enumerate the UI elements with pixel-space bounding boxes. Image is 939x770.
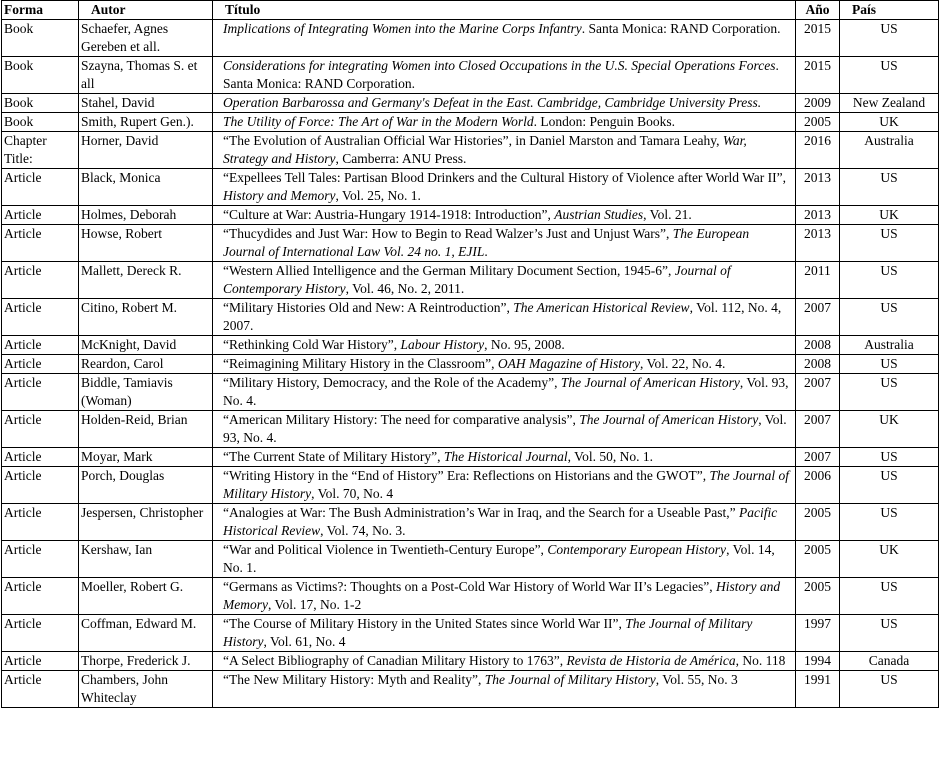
- title-prefix: “The Evolution of Australian Official War Histories”, in Daniel Marston and Tamara Leahy,: [223, 133, 723, 148]
- cell-pais: US: [840, 615, 939, 652]
- title-prefix: “Military History, Democracy, and the Role of the Academy”,: [223, 375, 561, 390]
- cell-forma: Article: [2, 374, 79, 411]
- title-prefix: “Germans as Victims?: Thoughts on a Post-Cold War History of World War II’s Legacies”,: [223, 579, 716, 594]
- cell-anio: 2013: [796, 169, 840, 206]
- title-prefix: “Western Allied Intelligence and the German Military Document Section, 1945-6”,: [223, 263, 675, 278]
- cell-autor: Howse, Robert: [79, 225, 213, 262]
- title-suffix: , Vol. 14, No. 1.: [223, 542, 775, 575]
- title-prefix: “Military Histories Old and New: A Reintroduction”,: [223, 300, 514, 315]
- cell-autor: Chambers, John Whiteclay: [79, 671, 213, 708]
- cell-anio: 2005: [796, 113, 840, 132]
- cell-forma: Article: [2, 299, 79, 336]
- cell-anio: 2011: [796, 262, 840, 299]
- title-suffix: , Vol. 93, No. 4.: [223, 412, 787, 445]
- table-row: [2, 541, 939, 578]
- cell-titulo: [213, 671, 796, 708]
- cell-pais: US: [840, 20, 939, 57]
- cell-titulo: [213, 374, 796, 411]
- title-suffix: , Vol. 46, No. 2, 2011.: [345, 281, 465, 296]
- title-italic: Labour History: [400, 337, 485, 352]
- cell-autor: Horner, David: [79, 132, 213, 169]
- cell-forma: Article: [2, 467, 79, 504]
- cell-forma: Article: [2, 169, 79, 206]
- cell-titulo: [213, 206, 796, 225]
- title-italic: Operation Barbarossa and Germany's Defeat in the East. Cambridge, Cambridge University Press.: [223, 95, 762, 110]
- title-suffix: , Vol. 93, No. 4.: [223, 375, 789, 408]
- cell-titulo: [213, 336, 796, 355]
- cell-titulo: [213, 504, 796, 541]
- title-prefix: “The Current State of Military History”,: [223, 449, 444, 464]
- title-suffix: , Camberra: ANU Press.: [335, 151, 467, 166]
- cell-forma: Article: [2, 671, 79, 708]
- title-suffix: , Vol. 17, No. 1-2: [267, 597, 362, 612]
- cell-anio: 2015: [796, 20, 840, 57]
- title-prefix: “Thucydides and Just War: How to Begin to Read Walzer’s Just and Unjust Wars”,: [223, 226, 673, 241]
- table-row: [2, 467, 939, 504]
- cell-pais: US: [840, 262, 939, 299]
- title-prefix: “Culture at War: Austria-Hungary 1914-1918: Introduction”,: [223, 207, 555, 222]
- cell-autor: Black, Monica: [79, 169, 213, 206]
- cell-autor: Kershaw, Ian: [79, 541, 213, 578]
- title-suffix: . London: Penguin Books.: [533, 114, 676, 129]
- cell-forma: Article: [2, 615, 79, 652]
- title-italic: The Journal of American History: [560, 375, 740, 390]
- cell-titulo: [213, 299, 796, 336]
- cell-anio: 2013: [796, 225, 840, 262]
- cell-titulo: [213, 652, 796, 671]
- header-forma: Forma: [2, 1, 79, 20]
- cell-pais: US: [840, 671, 939, 708]
- cell-forma: Article: [2, 652, 79, 671]
- cell-anio: 2005: [796, 541, 840, 578]
- title-suffix: , Vol. 22, No. 4.: [639, 356, 726, 371]
- title-italic: History and Memory: [223, 188, 336, 203]
- cell-autor: Coffman, Edward M.: [79, 615, 213, 652]
- header-autor: Autor: [79, 1, 213, 20]
- table-row: [2, 448, 939, 467]
- cell-forma: Article: [2, 578, 79, 615]
- cell-forma: Article: [2, 225, 79, 262]
- table-row: [2, 20, 939, 57]
- title-suffix: , No. 118: [735, 653, 786, 668]
- cell-pais: Australia: [840, 132, 939, 169]
- cell-forma: Article: [2, 336, 79, 355]
- title-suffix: , Vol. 74, No. 3.: [320, 523, 406, 538]
- cell-pais: Australia: [840, 336, 939, 355]
- cell-forma: Book: [2, 20, 79, 57]
- cell-pais: US: [840, 299, 939, 336]
- cell-autor: McKnight, David: [79, 336, 213, 355]
- title-prefix: “War and Political Violence in Twentieth-Century Europe”,: [223, 542, 548, 557]
- header-pais: País: [840, 1, 939, 20]
- cell-pais: UK: [840, 113, 939, 132]
- cell-titulo: [213, 94, 796, 113]
- cell-pais: US: [840, 57, 939, 94]
- header-row: [2, 1, 939, 20]
- cell-forma: Chapter Title:: [2, 132, 79, 169]
- title-italic: The Journal of Military History: [223, 616, 753, 649]
- table-row: [2, 652, 939, 671]
- cell-autor: Stahel, David: [79, 94, 213, 113]
- cell-anio: 2008: [796, 355, 840, 374]
- table-row: [2, 355, 939, 374]
- cell-autor: Szayna, Thomas S. et all: [79, 57, 213, 94]
- title-suffix: , Vol. 25, No. 1.: [335, 188, 421, 203]
- table-row: [2, 374, 939, 411]
- table-row: [2, 336, 939, 355]
- cell-autor: Porch, Douglas: [79, 467, 213, 504]
- cell-pais: US: [840, 504, 939, 541]
- title-suffix: , Vol. 50, No. 1.: [567, 449, 653, 464]
- cell-autor: Mallett, Dereck R.: [79, 262, 213, 299]
- cell-autor: Holmes, Deborah: [79, 206, 213, 225]
- cell-forma: Article: [2, 206, 79, 225]
- table-row: [2, 504, 939, 541]
- title-suffix: .: [484, 244, 488, 259]
- table-row: [2, 299, 939, 336]
- title-italic: Pacific Historical Review: [223, 505, 778, 538]
- cell-pais: US: [840, 355, 939, 374]
- table-row: [2, 262, 939, 299]
- cell-forma: Article: [2, 355, 79, 374]
- table-row: [2, 132, 939, 169]
- title-italic: History and Memory: [223, 579, 781, 612]
- table-row: [2, 169, 939, 206]
- cell-autor: Schaefer, Agnes Gereben et all.: [79, 20, 213, 57]
- title-italic: The Journal of Military History: [223, 468, 789, 501]
- cell-pais: US: [840, 578, 939, 615]
- title-italic: The European Journal of International Law Vol. 24 no. 1, EJIL: [223, 226, 750, 259]
- cell-pais: US: [840, 374, 939, 411]
- title-suffix: . Santa Monica: RAND Corporation.: [223, 58, 779, 91]
- cell-autor: Thorpe, Frederick J.: [79, 652, 213, 671]
- cell-anio: 2005: [796, 578, 840, 615]
- cell-anio: 2007: [796, 374, 840, 411]
- table-row: [2, 94, 939, 113]
- cell-forma: Book: [2, 113, 79, 132]
- title-suffix: , Vol. 112, No. 4, 2007.: [223, 300, 782, 333]
- title-prefix: “Writing History in the “End of History” Era: Reflections on Historians and the GWOT”,: [223, 468, 710, 483]
- cell-anio: 2015: [796, 57, 840, 94]
- cell-anio: 2008: [796, 336, 840, 355]
- table-row: [2, 671, 939, 708]
- cell-anio: 1997: [796, 615, 840, 652]
- cell-autor: Reardon, Carol: [79, 355, 213, 374]
- title-italic: Journal of Contemporary History: [223, 263, 731, 296]
- title-prefix: “The New Military History: Myth and Reality”,: [223, 672, 485, 687]
- table-row: [2, 411, 939, 448]
- table-row: [2, 113, 939, 132]
- cell-titulo: [213, 615, 796, 652]
- cell-pais: US: [840, 448, 939, 467]
- cell-pais: US: [840, 225, 939, 262]
- cell-pais: UK: [840, 541, 939, 578]
- table-row: [2, 578, 939, 615]
- cell-autor: Moyar, Mark: [79, 448, 213, 467]
- title-suffix: , Vol. 61, No. 4: [263, 634, 346, 649]
- title-italic: The Journal of American History: [579, 412, 759, 427]
- title-suffix: . Santa Monica: RAND Corporation.: [581, 21, 781, 36]
- title-suffix: , Vol. 21.: [643, 207, 692, 222]
- cell-forma: Book: [2, 94, 79, 113]
- cell-titulo: [213, 113, 796, 132]
- cell-autor: Moeller, Robert G.: [79, 578, 213, 615]
- title-italic: The American Historical Review: [513, 300, 690, 315]
- cell-anio: 2006: [796, 467, 840, 504]
- cell-titulo: [213, 169, 796, 206]
- title-suffix: , Vol. 70, No. 4: [311, 486, 394, 501]
- cell-anio: 2007: [796, 299, 840, 336]
- title-italic: Implications of Integrating Women into the Marine Corps Infantry: [223, 21, 582, 36]
- cell-titulo: [213, 262, 796, 299]
- header-titulo: Título: [213, 1, 796, 20]
- cell-titulo: [213, 57, 796, 94]
- title-italic: Considerations for integrating Women into Closed Occupations in the U.S. Special Operations Forces: [223, 58, 776, 73]
- cell-anio: 2007: [796, 448, 840, 467]
- title-prefix: “The Course of Military History in the United States since World War II”,: [223, 616, 626, 631]
- title-suffix: , Vol. 55, No. 3: [655, 672, 738, 687]
- title-prefix: “Expellees Tell Tales: Partisan Blood Drinkers and the Cultural History of Violence after World War II”,: [223, 170, 786, 185]
- cell-pais: New Zealand: [840, 94, 939, 113]
- cell-titulo: [213, 578, 796, 615]
- title-italic: Contemporary European History: [547, 542, 727, 557]
- title-prefix: “Analogies at War: The Bush Administration’s War in Iraq, and the Search for a Useable Past,”: [223, 505, 739, 520]
- cell-titulo: [213, 355, 796, 374]
- cell-autor: Smith, Rupert Gen.).: [79, 113, 213, 132]
- title-prefix: “Reimagining Military History in the Classroom”,: [223, 356, 498, 371]
- table-row: [2, 225, 939, 262]
- table-row: [2, 57, 939, 94]
- cell-pais: Canada: [840, 652, 939, 671]
- cell-anio: 2009: [796, 94, 840, 113]
- title-prefix: “Rethinking Cold War History”,: [223, 337, 401, 352]
- title-italic: The Utility of Force: The Art of War in the Modern World: [223, 114, 534, 129]
- cell-autor: Holden-Reid, Brian: [79, 411, 213, 448]
- cell-autor: Citino, Robert M.: [79, 299, 213, 336]
- cell-anio: 2007: [796, 411, 840, 448]
- cell-titulo: [213, 467, 796, 504]
- table-row: [2, 206, 939, 225]
- cell-titulo: [213, 132, 796, 169]
- bibliography-table: [1, 0, 939, 708]
- title-prefix: “American Military History: The need for comparative analysis”,: [223, 412, 580, 427]
- cell-titulo: [213, 20, 796, 57]
- cell-forma: Article: [2, 541, 79, 578]
- title-italic: The Journal of Military History: [484, 672, 656, 687]
- cell-anio: 2013: [796, 206, 840, 225]
- cell-autor: Biddle, Tamiavis (Woman): [79, 374, 213, 411]
- cell-forma: Article: [2, 262, 79, 299]
- table-body: [2, 20, 939, 708]
- cell-forma: Article: [2, 504, 79, 541]
- cell-titulo: [213, 225, 796, 262]
- cell-anio: 1994: [796, 652, 840, 671]
- title-italic: War, Strategy and History: [223, 133, 747, 166]
- title-prefix: “A Select Bibliography of Canadian Military History to 1763”,: [223, 653, 567, 668]
- cell-forma: Article: [2, 411, 79, 448]
- cell-anio: 2005: [796, 504, 840, 541]
- cell-anio: 1991: [796, 671, 840, 708]
- title-italic: Revista de Historia de América: [566, 653, 736, 668]
- cell-titulo: [213, 448, 796, 467]
- cell-forma: Article: [2, 448, 79, 467]
- cell-pais: US: [840, 169, 939, 206]
- header-anio: Año: [796, 1, 840, 20]
- title-italic: The Historical Journal: [443, 449, 568, 464]
- cell-forma: Book: [2, 57, 79, 94]
- cell-titulo: [213, 411, 796, 448]
- cell-pais: UK: [840, 411, 939, 448]
- title-italic: Austrian Studies: [554, 207, 644, 222]
- title-suffix: , No. 95, 2008.: [484, 337, 565, 352]
- title-italic: OAH Magazine of History: [497, 356, 640, 371]
- cell-anio: 2016: [796, 132, 840, 169]
- cell-pais: US: [840, 467, 939, 504]
- table-row: [2, 615, 939, 652]
- cell-autor: Jespersen, Christopher: [79, 504, 213, 541]
- cell-titulo: [213, 541, 796, 578]
- cell-pais: UK: [840, 206, 939, 225]
